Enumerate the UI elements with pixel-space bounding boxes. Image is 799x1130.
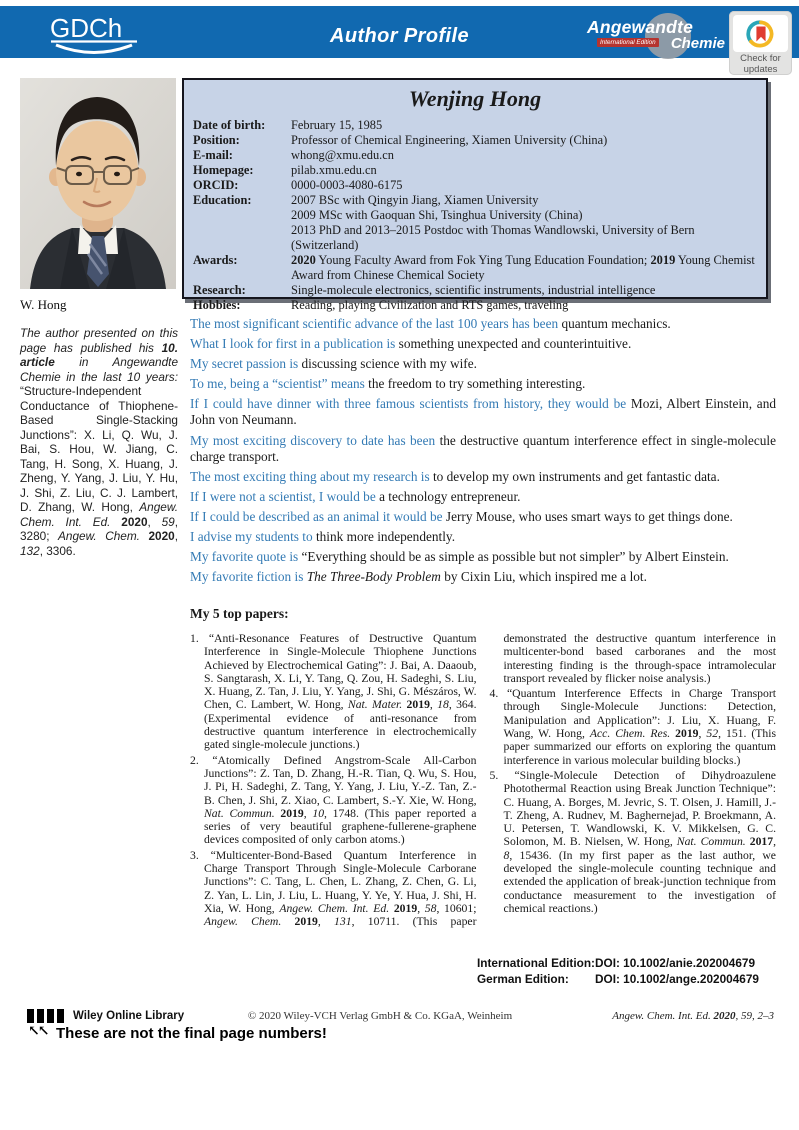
paper-item: [190, 754, 477, 847]
qa-lead: My most exciting discovery to date has been: [190, 432, 440, 448]
profile-row: [193, 298, 757, 313]
profile-row-label: ORCID:: [193, 178, 239, 192]
angewandte-logo-line1: Angewandte: [587, 17, 694, 37]
profile-row-value: [291, 148, 757, 163]
sidebar-note: The author presented on this page has published his 10. article in Angewandte Chemie in the last 10 years: “Structure-Independent Conductance of Thiophene-Based Single-Stacking Junctions”: X. Li, Q. Wu, J. Bai, S. Hou, W. Jiang, C. Tang, H. Song, X. Huang, J. Zheng, Y. Yang, J. Liu, Y. Hu, J. Shi, Z. Liu, C. J. Lambert, D. Zhang, W. Hong, Angew. Chem. Int. Ed. 2020, 59, 3280; Angew. Chem. 2020, 132, 3306.: [20, 326, 179, 558]
page-title: Author Profile: [330, 25, 469, 47]
papers-heading: My 5 top papers:: [190, 606, 289, 621]
doi-value: DOI: 10.1002/ange.202004679: [595, 971, 759, 986]
profile-value-line: Single-molecule electronics, scientific instruments, industrial intelligence: [291, 283, 656, 297]
author-photo-figure: [20, 78, 176, 313]
qa-answer: something unexpected and counterintuitive.: [398, 336, 632, 352]
qa-item: [190, 549, 776, 565]
profile-value-line: 2020 Young Faculty Award from Fok Ying Tung Education Foundation; 2019 Young Chemist: [291, 253, 755, 267]
qa-item: [190, 469, 776, 485]
profile-row: [193, 283, 757, 298]
profile-row: [193, 118, 757, 133]
profile-value-line: 2009 MSc with Gaoquan Shi, Tsinghua University (China): [291, 208, 583, 222]
qa-item: [190, 396, 776, 428]
qa-lead: If I could have dinner with three famous scientists from history, they would be: [190, 396, 631, 412]
profile-rows: [193, 118, 757, 313]
profile-row: [193, 178, 757, 193]
qa-answer: Mozi, Albert Einstein, and John von Neumann.: [190, 396, 777, 428]
profile-row-label: Education:: [193, 193, 252, 207]
papers-list: [190, 632, 776, 929]
qa-lead: If I could be described as an animal it would be: [190, 508, 446, 524]
qa-item: [190, 433, 776, 465]
angewandte-logo[interactable]: [587, 11, 725, 61]
doi-label: International Edition:: [477, 956, 595, 970]
profile-row-label: Position:: [193, 133, 240, 147]
wiley-barcode-icon: [27, 1009, 64, 1023]
profile-row-value: [291, 283, 757, 298]
profile-row-label: Awards:: [193, 253, 238, 267]
page-numbers-note: These are not the final page numbers!: [56, 1025, 327, 1042]
paper-item: [490, 769, 777, 915]
profile-value-line: Professor of Chemical Engineering, Xiamen University (China): [291, 133, 608, 147]
qa-section: [190, 316, 776, 589]
qa-answer: Jerry Mouse, who uses smart ways to get things done.: [445, 508, 733, 524]
qa-item: [190, 356, 776, 372]
profile-row: [193, 193, 757, 253]
svg-text:GDCh: GDCh: [50, 14, 123, 43]
paper-number: 3.: [190, 848, 199, 862]
profile-row-label: Research:: [193, 283, 246, 297]
profile-value-line: pilab.xmu.edu.cn: [291, 163, 377, 177]
doi-label: German Edition:: [477, 971, 569, 986]
qa-item: [190, 316, 776, 332]
header-bar: [0, 6, 799, 58]
qa-lead: My secret passion is: [190, 356, 302, 372]
journal-citation: Angew. Chem. Int. Ed. 2020, 59, 2–3: [612, 1010, 774, 1022]
doi-block: [477, 956, 759, 987]
qa-lead: The most significant scientific advance of the last 100 years has been: [190, 316, 562, 331]
qa-answer: “Everything should be as simple as possible but not simpler” by Albert Einstein.: [301, 549, 729, 565]
copyright-text: © 2020 Wiley-VCH Verlag GmbH & Co. KGaA, Weinheim: [247, 1010, 513, 1022]
paper-number: 5.: [489, 768, 499, 782]
profile-row-value: [291, 298, 757, 313]
qa-answer: a technology entrepreneur.: [379, 488, 521, 504]
paper-text: “Multicenter-Bond-Based Quantum Interference in Charge Transport Through Single-Molecule Carborane Junctions”: C. Tang, L. Chen, L. Zhang, Z. Chen, G. Li, Z. Yan, L. Lin, J. Liu, L. Huang, Y. Ye, Y. Hua, J. Shi, H. Xia, W. Hong, Angew. Chem. Int. Ed. 2019, 58, 10601; Angew. Chem. 2019, 131, 10711. (This paper demonstrated the destructive quantum interference in multicenter-bond based carboranes and the most interesting finding is the through-space intramolecular transport revealed by flicker noise analysis.): [204, 632, 776, 929]
doi-value: DOI: 10.1002/anie.202004679: [595, 956, 756, 970]
qa-answer: quantum mechanics.: [561, 316, 671, 331]
qa-lead: To me, being a “scientist” means: [190, 376, 369, 392]
profile-row: [193, 253, 757, 283]
profile-value-line: Reading, playing Civilization and RTS games, traveling: [291, 298, 569, 312]
paper-text: “Anti-Resonance Features of Destructive Quantum Interference in Single-Molecule Thiophene Junctions Achieved by Electrochemical Gating”: J. Bai, A. Daaoub, S. Sangtarash, X. Li, Y. Tang, Q. Zou, H. Sadeghi, S. Liu, X. Huang, Z. Tan, J. Liu, Y. Yang, J. Shi, G. Mészáros, W. Chen, C. Lambert, W. Hong, Nat. Mater. 2019, 18, 364. (Experimental evidence of anti-resonance from destructive quantum interference in electrochemically gated single-molecule junctions.): [204, 632, 477, 752]
profile-value-line: February 15, 1985: [291, 118, 383, 132]
crossmark-icon: [733, 15, 788, 52]
photo-caption: W. Hong: [20, 297, 67, 312]
angewandte-logo-line2: International Edition: [597, 38, 659, 47]
paper-item: [190, 632, 477, 752]
up-left-arrows-icon: ↖↖: [28, 1024, 48, 1039]
paper-number: 4.: [489, 687, 499, 701]
doi-row-german: [477, 972, 759, 988]
profile-row-label: Date of birth:: [193, 118, 266, 132]
profile-row-label: E-mail:: [193, 148, 233, 162]
qa-answer: the freedom to try something interesting.: [368, 376, 586, 392]
author-name: Wenjing Hong: [408, 86, 542, 111]
profile-value-line: 2013 PhD and 2013–2015 Postdoc with Thomas Wandlowski, University of Bern (Switzerland): [291, 223, 695, 252]
profile-row-label: Hobbies:: [193, 298, 241, 312]
qa-item: [190, 376, 776, 392]
profile-row-label: Homepage:: [193, 163, 254, 177]
qa-lead: The most exciting thing about my research is: [190, 468, 433, 484]
profile-row: [193, 148, 757, 163]
paper-number: 1.: [190, 632, 199, 645]
qa-lead: My favorite quote is: [190, 549, 302, 565]
qa-item: [190, 489, 776, 505]
paper-item: [490, 687, 777, 767]
profile-row-value: [291, 193, 757, 253]
qa-lead: My favorite fiction is: [190, 569, 307, 585]
wiley-online-library-label[interactable]: Wiley Online Library: [73, 1010, 185, 1022]
qa-lead: If I were not a scientist, I would be: [190, 488, 380, 504]
qa-answer: the destructive quantum interference effect in single-molecule charge transport.: [190, 432, 776, 464]
qa-item: [190, 509, 776, 525]
profile-row-value: [291, 133, 757, 148]
profile-row-value: [291, 178, 757, 193]
profile-value-line: 0000-0003-4080-6175: [291, 178, 403, 192]
profile-row: [193, 163, 757, 178]
profile-row-value: [291, 163, 757, 178]
paper-number: 2.: [190, 753, 199, 767]
profile-value-line: Award from Chinese Chemical Society: [291, 268, 485, 282]
profile-value-line: 2007 BSc with Qingyin Jiang, Xiamen University: [291, 193, 539, 207]
qa-answer: discussing science with my wife.: [301, 356, 477, 372]
profile-row-value: [291, 253, 757, 283]
check-for-updates-badge[interactable]: [729, 11, 792, 75]
profile-row: [193, 133, 757, 148]
qa-item: [190, 336, 776, 352]
qa-lead: I advise my students to: [190, 529, 316, 545]
qa-answer: to develop my own instruments and get fantastic data.: [432, 468, 720, 484]
paper-text: “Quantum Interference Effects in Charge Transport through Single-Molecule Junctions: Detection, Manipulation and Application”: J. Liu, X. Huang, F. Wang, W. Hong, Acc. Chem. Res. 2019, 52, 151. (This paper summarized our efforts on exploring the quantum interference in various molecular building blocks.): [503, 687, 777, 767]
check-for-updates-label: Check for updates: [740, 53, 781, 75]
qa-item: [190, 529, 776, 545]
author-photo: [20, 78, 176, 289]
qa-item: [190, 569, 776, 585]
profile-value-line: whong@xmu.edu.cn: [291, 148, 394, 162]
qa-answer: The Three-Body Problem by Cixin Liu, which inspired me a lot.: [306, 569, 647, 585]
paper-text: “Single-Molecule Detection of Dihydroazulene Photothermal Reaction using Break Junction Technique”: C. Huang, A. Borges, M. Jevric, S. T. Olsen, J. Hamill, J.-T. Zheng, A. Rudnev, M. Baghernejad, P. Broekmann, A. U. Petersen, T. Wandlowski, K. V. Mikkelsen, G. C. Solomon, M. B. Nielsen, W. Hong, Nat. Commun. 2017, 8, 15436. (In my first paper as the last author, we developed the single-molecule counting technique and extended the application of break-junction technique from conductance measurement to the investigation of chemical reactions.): [503, 768, 777, 915]
doi-row-international: [477, 956, 759, 972]
profile-row-value: [291, 118, 757, 133]
qa-lead: What I look for first in a publication is: [190, 336, 399, 352]
qa-answer: think more independently.: [315, 529, 456, 545]
profile-info-box: [182, 78, 768, 312]
angewandte-logo-line3: Chemie: [670, 35, 725, 52]
paper-text: “Atomically Defined Angstrom-Scale All-Carbon Junctions”: Z. Tan, D. Zhang, H.-R. Tian, Q. Wu, S. Hou, J. Pi, H. Sadeghi, Z. Tang, Y. Yang, J. Liu, Y.-Z. Tan, Z.-B. Chen, J. Shi, Z. Xiao, C. Lambert, S.-Y. Xie, W. Hong, Nat. Commun. 2019, 10, 1748. (This paper reported a series of very beautiful graphene-fullerene-graphene devices composited of only carbon atoms.): [204, 753, 477, 847]
